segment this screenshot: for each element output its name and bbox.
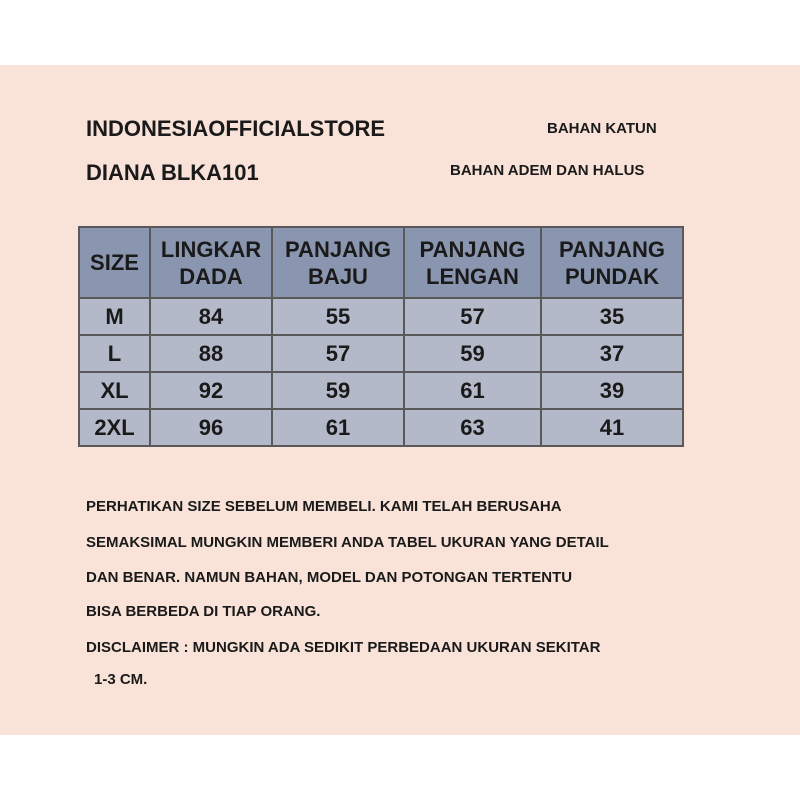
header-line: DADA (179, 263, 243, 289)
cell-size: L (79, 335, 150, 372)
header-line: PANJANG (419, 236, 526, 262)
table-row (79, 372, 683, 409)
cell-value: 59 (404, 335, 541, 372)
note-line: PERHATIKAN SIZE SEBELUM MEMBELI. KAMI TELAH BERUSAHA (86, 498, 562, 515)
material-feature: BAHAN KATUN (547, 120, 657, 137)
cell-value: 35 (541, 298, 683, 335)
cell-value: 37 (541, 335, 683, 372)
size-chart-panel (0, 65, 800, 735)
cell-value: 39 (541, 372, 683, 409)
cell-value: 88 (150, 335, 272, 372)
cell-value: 96 (150, 409, 272, 446)
header-line: LINGKAR (160, 236, 262, 262)
product-code: DIANA BLKA101 (86, 160, 259, 185)
note-line: SEMAKSIMAL MUNGKIN MEMBERI ANDA TABEL UKURAN YANG DETAIL (86, 534, 609, 551)
cell-size: M (79, 298, 150, 335)
header-lingkar-dada (150, 227, 272, 298)
header-line: LENGAN (426, 263, 519, 289)
cell-value: 59 (272, 372, 404, 409)
store-name: INDONESIAOFFICIALSTORE (86, 116, 386, 141)
header-line: PANJANG (559, 236, 665, 262)
cell-value: 57 (272, 335, 404, 372)
table-row (79, 335, 683, 372)
table-header-row (79, 227, 683, 298)
cell-value: 61 (272, 409, 404, 446)
cell-size: 2XL (79, 409, 150, 446)
table-row (79, 298, 683, 335)
header-line: PUNDAK (564, 263, 660, 289)
header-line: PANJANG (285, 236, 391, 262)
cell-value: 61 (404, 372, 541, 409)
disclaimer-continuation: 1-3 CM. (94, 671, 148, 688)
cell-value: 55 (272, 298, 404, 335)
size-table (78, 226, 684, 447)
table-row (79, 409, 683, 446)
header-panjang-pundak (541, 227, 683, 298)
header-size: SIZE (79, 227, 150, 298)
note-line: BISA BERBEDA DI TIAP ORANG. (86, 603, 321, 620)
cell-value: 84 (150, 298, 272, 335)
comfort-feature: BAHAN ADEM DAN HALUS (450, 162, 645, 179)
cell-size: XL (79, 372, 150, 409)
cell-value: 92 (150, 372, 272, 409)
cell-value: 63 (404, 409, 541, 446)
cell-value: 41 (541, 409, 683, 446)
cell-value: 57 (404, 298, 541, 335)
header-panjang-baju (272, 227, 404, 298)
note-line: DAN BENAR. NAMUN BAHAN, MODEL DAN POTONGAN TERTENTU (86, 569, 573, 586)
disclaimer-text: DISCLAIMER : MUNGKIN ADA SEDIKIT PERBEDAAN UKURAN SEKITAR (86, 639, 601, 656)
header-panjang-lengan (404, 227, 541, 298)
header-line: BAJU (308, 263, 368, 289)
